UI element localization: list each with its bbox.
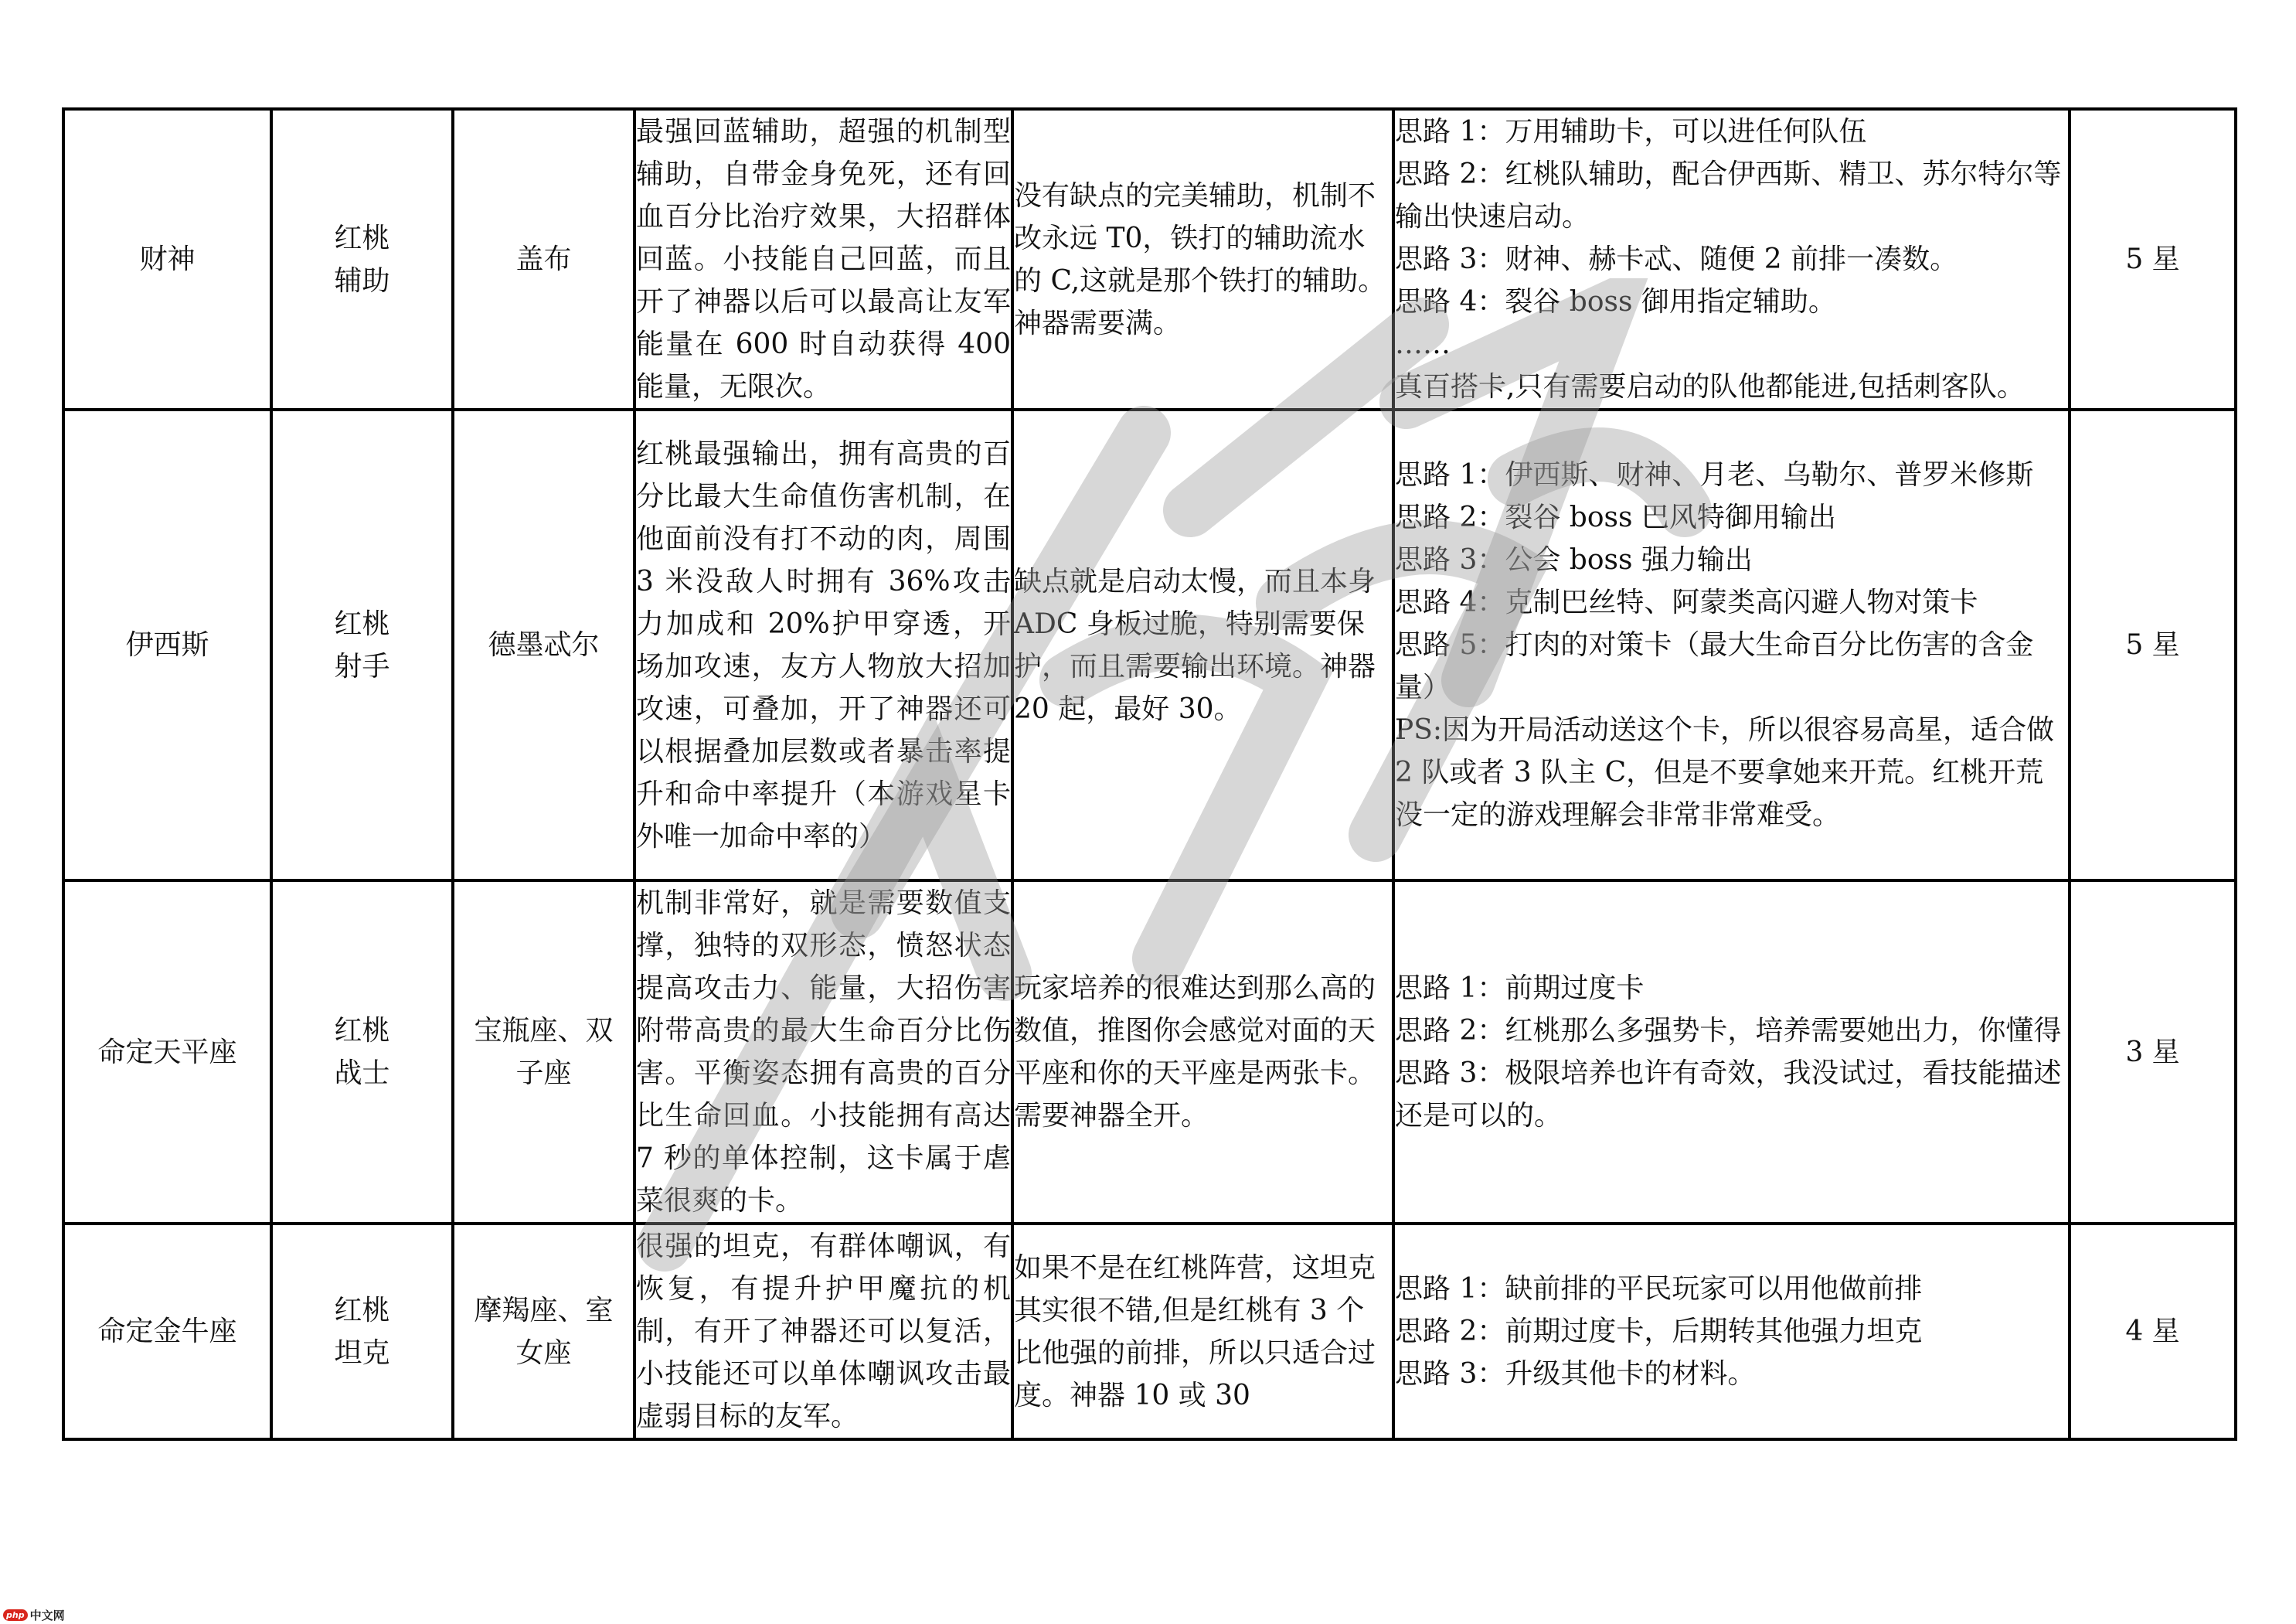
card-review-table <box>62 107 2237 1441</box>
constellation-cell <box>453 1224 634 1439</box>
weakness-cell: 没有缺点的完美辅助，机制不改永远 T0，铁打的辅助流水的 C,这就是那个铁打的辅助。神器需要满。 <box>1012 109 1393 410</box>
description-cell: 最强回蓝辅助，超强的机制型辅助，自带金身免死，还有回血百分比治疗效果，大招群体回蓝。小技能自己回蓝，而且开了神器以后可以最高让友军能量在 600 时自动获得 400 能量，无限次。 <box>634 109 1012 410</box>
constellation-line: 德墨忒尔 <box>488 629 600 661</box>
rating-cell: 3 星 <box>2070 880 2236 1224</box>
rating-cell: 5 星 <box>2070 410 2236 880</box>
suit-label: 红桃 <box>334 1015 390 1047</box>
ideas-cell <box>1393 1224 2070 1439</box>
constellation-line: 女座 <box>515 1336 572 1369</box>
card-type-cell <box>271 1224 453 1439</box>
logo-text: 中文网 <box>29 1609 65 1622</box>
role-label: 战士 <box>334 1057 390 1089</box>
description-cell: 机制非常好，就是需要数值支撑，独特的双形态，愤怒状态提高攻击力、能量，大招伤害附带高贵的最大生命百分比伤害。平衡姿态拥有高贵的百分比生命回血。小技能拥有高达 7 秒的单体控制，这卡属于虐菜很爽的卡。 <box>634 880 1012 1224</box>
role-label: 射手 <box>334 650 390 683</box>
site-logo <box>3 1607 65 1623</box>
role-label: 坦克 <box>334 1336 390 1369</box>
card-name-cell: 伊西斯 <box>63 410 271 880</box>
card-name-cell: 命定金牛座 <box>63 1224 271 1439</box>
description-cell: 很强的坦克，有群体嘲讽，有恢复，有提升护甲魔抗的机制，有开了神器还可以复活，小技能还可以单体嘲讽攻击最虚弱目标的友军。 <box>634 1224 1012 1439</box>
role-label: 辅助 <box>334 264 390 297</box>
table-row <box>63 109 2236 410</box>
table-row <box>63 1224 2236 1439</box>
constellation-line: 摩羯座、室 <box>474 1294 614 1326</box>
constellation-cell <box>453 410 634 880</box>
idea-line: 思路 2：裂谷 boss 巴风特御用输出 <box>1395 502 1836 533</box>
idea-line: 思路 2：红桃队辅助，配合伊西斯、精卫、苏尔特尔等输出快速启动。 <box>1395 158 2062 233</box>
idea-line: 思路 4：裂谷 boss 御用指定辅助。 <box>1395 286 1836 318</box>
table-row <box>63 410 2236 880</box>
suit-label: 红桃 <box>334 222 390 254</box>
constellation-line: 宝瓶座、双 <box>474 1015 614 1047</box>
idea-line: 思路 1：缺前排的平民玩家可以用他做前排 <box>1395 1273 1923 1305</box>
card-type-cell <box>271 880 453 1224</box>
idea-line: 思路 3：财神、赫卡忒、随便 2 前排一凑数。 <box>1395 243 1958 275</box>
idea-line: 思路 1：伊西斯、财神、月老、乌勒尔、普罗米修斯 <box>1395 459 2034 491</box>
card-name-cell: 财神 <box>63 109 271 410</box>
logo-badge: php <box>3 1609 28 1621</box>
weakness-cell: 如果不是在红桃阵营，这坦克其实很不错,但是红桃有 3 个比他强的前排，所以只适合过度。神器 10 或 30 <box>1012 1224 1393 1439</box>
ideas-cell <box>1393 880 2070 1224</box>
card-type-cell <box>271 109 453 410</box>
idea-line: 思路 3：升级其他卡的材料。 <box>1395 1358 1756 1390</box>
idea-line: 思路 3：公会 boss 强力输出 <box>1395 544 1753 576</box>
suit-label: 红桃 <box>334 1294 390 1326</box>
card-name-cell: 命定天平座 <box>63 880 271 1224</box>
ideas-cell <box>1393 109 2070 410</box>
idea-line: 思路 5：打肉的对策卡（最大生命百分比伤害的含金量） <box>1395 629 2034 703</box>
idea-line: 思路 1：前期过度卡 <box>1395 972 1645 1004</box>
idea-line: 思路 3：极限培养也许有奇效，我没试过，看技能描述还是可以的。 <box>1395 1057 2062 1132</box>
description-cell: 红桃最强输出，拥有高贵的百分比最大生命值伤害机制，在他面前没有打不动的肉，周围 3 米没敌人时拥有 36%攻击力加成和 20%护甲穿透，开场加攻速，友方人物放大招加攻速，可叠加，开了神器还可以根据叠加层数或者暴击率提升和命中率提升（本游戏星卡外唯一加命中率的） <box>634 410 1012 880</box>
constellation-line: 子座 <box>515 1057 572 1089</box>
idea-line: …… <box>1395 329 1451 360</box>
idea-line: 思路 2：前期过度卡，后期转其他强力坦克 <box>1395 1316 1923 1347</box>
weakness-cell: 缺点就是启动太慢，而且本身 ADC 身板过脆，特别需要保护，而且需要输出环境。神器 20 起，最好 30。 <box>1012 410 1393 880</box>
idea-line: 思路 2：红桃那么多强势卡，培养需要她出力，你懂得 <box>1395 1015 2062 1047</box>
rating-cell: 5 星 <box>2070 109 2236 410</box>
constellation-line: 盖布 <box>515 243 572 275</box>
suit-label: 红桃 <box>334 608 390 640</box>
constellation-cell <box>453 880 634 1224</box>
idea-line: 思路 1：万用辅助卡，可以进任何队伍 <box>1395 116 1867 148</box>
ideas-cell <box>1393 410 2070 880</box>
rating-cell: 4 星 <box>2070 1224 2236 1439</box>
idea-line: 真百搭卡,只有需要启动的队他都能进,包括刺客队。 <box>1395 371 2025 403</box>
idea-line: 思路 4：克制巴丝特、阿蒙类高闪避人物对策卡 <box>1395 587 1978 618</box>
table-row <box>63 880 2236 1224</box>
idea-line: PS:因为开局活动送这个卡，所以很容易高星，适合做 2 队或者 3 队主 C，但是不要拿她来开荒。红桃开荒没一定的游戏理解会非常非常难受。 <box>1395 714 2055 831</box>
card-type-cell <box>271 410 453 880</box>
weakness-cell: 玩家培养的很难达到那么高的数值，推图你会感觉对面的天平座和你的天平座是两张卡。需要神器全开。 <box>1012 880 1393 1224</box>
constellation-cell <box>453 109 634 410</box>
